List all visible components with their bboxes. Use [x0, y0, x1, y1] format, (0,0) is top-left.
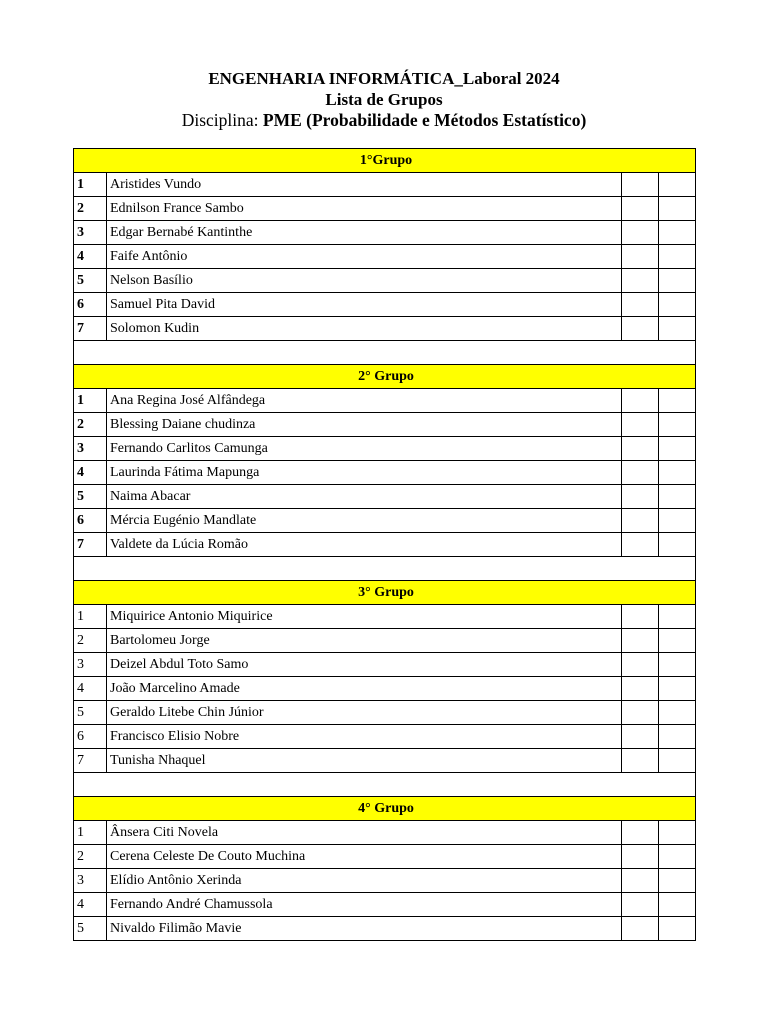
list-title: Lista de Grupos — [325, 90, 443, 109]
mark-cell-1 — [622, 461, 659, 485]
member-name: Francisco Elisio Nobre — [107, 725, 622, 749]
member-name: Mércia Eugénio Mandlate — [107, 509, 622, 533]
member-row — [74, 917, 696, 941]
mark-cell-2 — [659, 701, 696, 725]
member-name: Valdete da Lúcia Romão — [107, 533, 622, 557]
member-name: Nelson Basílio — [107, 269, 622, 293]
mark-cell-1 — [622, 533, 659, 557]
member-number: 5 — [74, 917, 107, 941]
spacer-cell — [74, 557, 696, 581]
mark-cell-2 — [659, 269, 696, 293]
mark-cell-2 — [659, 389, 696, 413]
discipline-line — [0, 110, 768, 131]
member-row — [74, 653, 696, 677]
mark-cell-1 — [622, 245, 659, 269]
mark-cell-1 — [622, 653, 659, 677]
mark-cell-1 — [622, 413, 659, 437]
member-name: Geraldo Litebe Chin Júnior — [107, 701, 622, 725]
member-number: 2 — [74, 629, 107, 653]
member-number: 5 — [74, 701, 107, 725]
member-row — [74, 317, 696, 341]
member-number: 6 — [74, 725, 107, 749]
member-row — [74, 749, 696, 773]
member-name: Fernando André Chamussola — [107, 893, 622, 917]
member-number: 7 — [74, 317, 107, 341]
member-number: 5 — [74, 485, 107, 509]
member-number: 2 — [74, 845, 107, 869]
spacer-cell — [74, 341, 696, 365]
mark-cell-1 — [622, 221, 659, 245]
member-name: Ana Regina José Alfândega — [107, 389, 622, 413]
mark-cell-1 — [622, 197, 659, 221]
member-name: Aristides Vundo — [107, 173, 622, 197]
course-title: ENGENHARIA INFORMÁTICA_Laboral 2024 — [208, 69, 560, 88]
mark-cell-2 — [659, 845, 696, 869]
member-name: Elídio Antônio Xerinda — [107, 869, 622, 893]
member-row — [74, 533, 696, 557]
mark-cell-2 — [659, 749, 696, 773]
mark-cell-1 — [622, 893, 659, 917]
member-name: Deizel Abdul Toto Samo — [107, 653, 622, 677]
member-row — [74, 677, 696, 701]
mark-cell-1 — [622, 725, 659, 749]
spacer-cell — [74, 773, 696, 797]
spacer-row — [74, 341, 696, 365]
mark-cell-2 — [659, 221, 696, 245]
member-row — [74, 893, 696, 917]
member-number: 4 — [74, 461, 107, 485]
group-header-row — [74, 149, 696, 173]
mark-cell-1 — [622, 485, 659, 509]
member-row — [74, 173, 696, 197]
member-number: 4 — [74, 245, 107, 269]
member-number: 5 — [74, 269, 107, 293]
member-name: João Marcelino Amade — [107, 677, 622, 701]
member-name: Bartolomeu Jorge — [107, 629, 622, 653]
member-number: 6 — [74, 509, 107, 533]
member-number: 2 — [74, 413, 107, 437]
mark-cell-1 — [622, 677, 659, 701]
member-number: 4 — [74, 677, 107, 701]
mark-cell-1 — [622, 869, 659, 893]
mark-cell-2 — [659, 533, 696, 557]
mark-cell-2 — [659, 821, 696, 845]
member-number: 6 — [74, 293, 107, 317]
member-number: 1 — [74, 389, 107, 413]
mark-cell-1 — [622, 629, 659, 653]
member-row — [74, 293, 696, 317]
member-row — [74, 461, 696, 485]
member-row — [74, 437, 696, 461]
mark-cell-2 — [659, 509, 696, 533]
group-header-row — [74, 581, 696, 605]
spacer-row — [74, 557, 696, 581]
mark-cell-2 — [659, 173, 696, 197]
member-row — [74, 725, 696, 749]
member-name: Samuel Pita David — [107, 293, 622, 317]
mark-cell-2 — [659, 869, 696, 893]
mark-cell-2 — [659, 197, 696, 221]
member-row — [74, 269, 696, 293]
member-name: Naima Abacar — [107, 485, 622, 509]
member-name: Fernando Carlitos Camunga — [107, 437, 622, 461]
member-number: 7 — [74, 749, 107, 773]
member-name: Blessing Daiane chudinza — [107, 413, 622, 437]
mark-cell-2 — [659, 629, 696, 653]
mark-cell-2 — [659, 245, 696, 269]
discipline-prefix: Disciplina: — [181, 110, 263, 130]
mark-cell-1 — [622, 389, 659, 413]
mark-cell-2 — [659, 413, 696, 437]
discipline-name: PME (Probabilidade e Métodos Estatístico) — [262, 110, 587, 130]
mark-cell-2 — [659, 485, 696, 509]
mark-cell-2 — [659, 437, 696, 461]
member-row — [74, 605, 696, 629]
member-row — [74, 845, 696, 869]
member-number: 4 — [74, 893, 107, 917]
member-number: 3 — [74, 437, 107, 461]
member-name: Faife Antônio — [107, 245, 622, 269]
member-number: 3 — [74, 653, 107, 677]
groups-table — [73, 148, 696, 941]
member-number: 7 — [74, 533, 107, 557]
member-number: 2 — [74, 197, 107, 221]
group-title: 1°Grupo — [74, 149, 696, 173]
spacer-row — [74, 773, 696, 797]
member-row — [74, 869, 696, 893]
member-name: Nivaldo Filimão Mavie — [107, 917, 622, 941]
member-row — [74, 389, 696, 413]
member-row — [74, 221, 696, 245]
mark-cell-1 — [622, 269, 659, 293]
mark-cell-2 — [659, 893, 696, 917]
member-row — [74, 485, 696, 509]
group-title: 2° Grupo — [74, 365, 696, 389]
mark-cell-2 — [659, 461, 696, 485]
member-row — [74, 629, 696, 653]
member-row — [74, 821, 696, 845]
mark-cell-1 — [622, 317, 659, 341]
mark-cell-1 — [622, 293, 659, 317]
mark-cell-2 — [659, 917, 696, 941]
member-name: Laurinda Fátima Mapunga — [107, 461, 622, 485]
member-name: Solomon Kudin — [107, 317, 622, 341]
member-name: Ednilson France Sambo — [107, 197, 622, 221]
member-row — [74, 509, 696, 533]
group-title: 4° Grupo — [74, 797, 696, 821]
mark-cell-1 — [622, 749, 659, 773]
member-row — [74, 197, 696, 221]
mark-cell-2 — [659, 653, 696, 677]
mark-cell-2 — [659, 317, 696, 341]
document-header — [0, 68, 768, 131]
mark-cell-2 — [659, 725, 696, 749]
mark-cell-2 — [659, 293, 696, 317]
member-number: 1 — [74, 173, 107, 197]
mark-cell-2 — [659, 605, 696, 629]
mark-cell-2 — [659, 677, 696, 701]
member-number: 3 — [74, 869, 107, 893]
mark-cell-1 — [622, 821, 659, 845]
member-name: Ânsera Citi Novela — [107, 821, 622, 845]
mark-cell-1 — [622, 509, 659, 533]
member-name: Edgar Bernabé Kantinthe — [107, 221, 622, 245]
groups-table-body — [74, 149, 696, 941]
member-number: 1 — [74, 821, 107, 845]
group-header-row — [74, 365, 696, 389]
member-name: Tunisha Nhaquel — [107, 749, 622, 773]
mark-cell-1 — [622, 701, 659, 725]
mark-cell-1 — [622, 437, 659, 461]
member-number: 1 — [74, 605, 107, 629]
member-row — [74, 701, 696, 725]
mark-cell-1 — [622, 605, 659, 629]
mark-cell-1 — [622, 845, 659, 869]
member-name: Cerena Celeste De Couto Muchina — [107, 845, 622, 869]
member-row — [74, 245, 696, 269]
mark-cell-1 — [622, 173, 659, 197]
member-row — [74, 413, 696, 437]
mark-cell-1 — [622, 917, 659, 941]
group-header-row — [74, 797, 696, 821]
group-title: 3° Grupo — [74, 581, 696, 605]
member-number: 3 — [74, 221, 107, 245]
member-name: Miquirice Antonio Miquirice — [107, 605, 622, 629]
